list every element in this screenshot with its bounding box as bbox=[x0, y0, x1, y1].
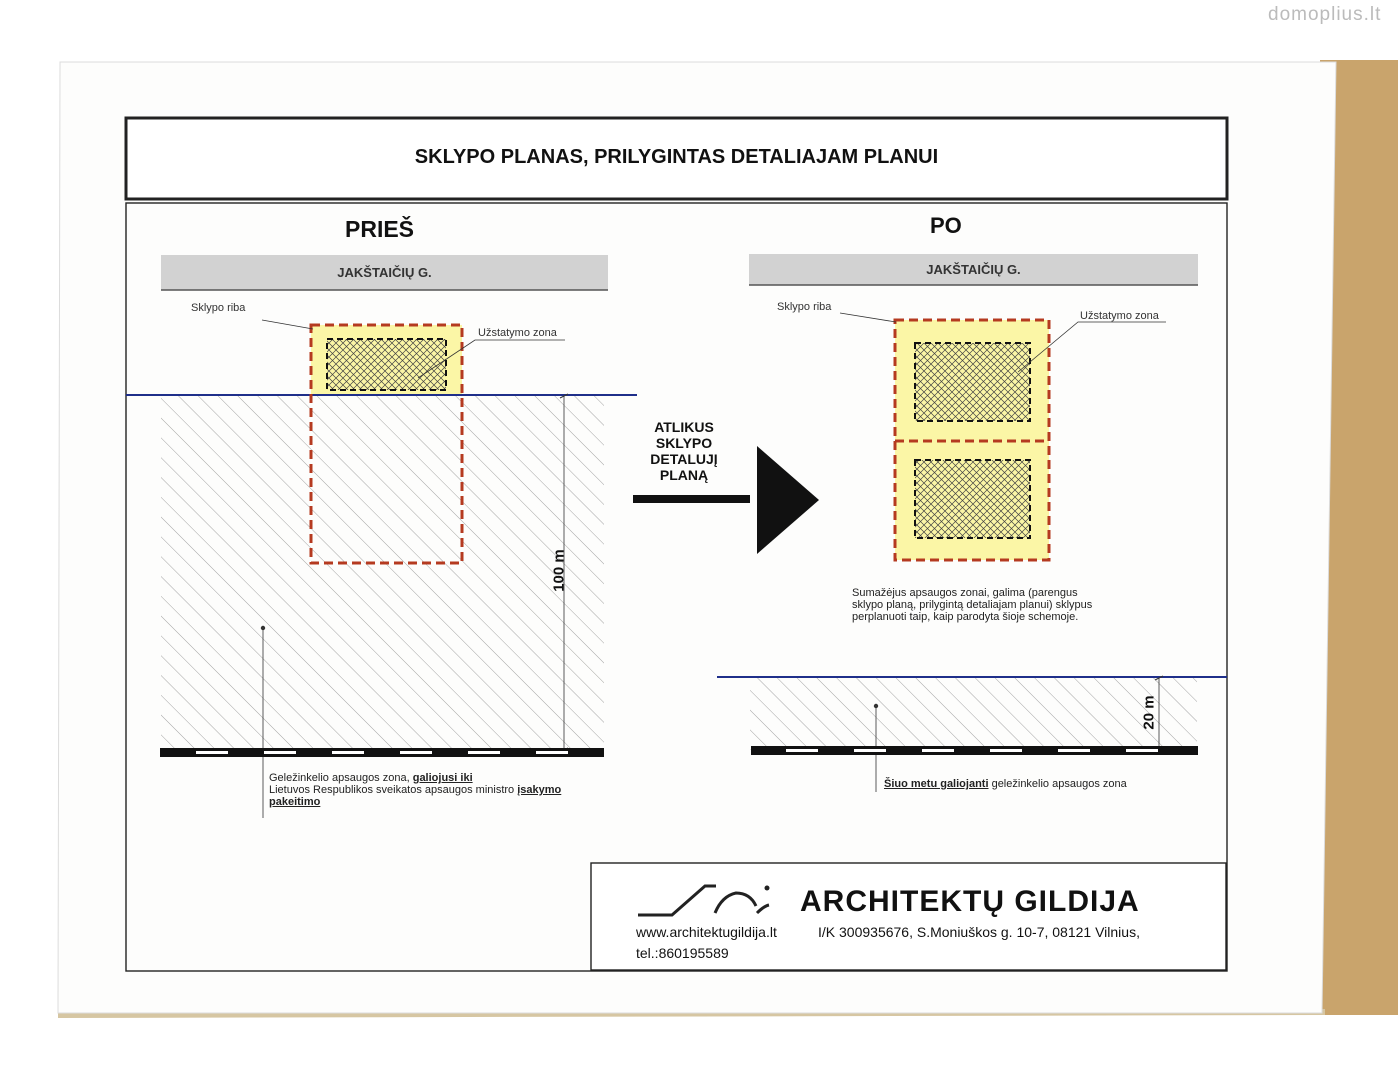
after-note bbox=[884, 778, 1127, 790]
arrow-text-line1: ATLIKUS bbox=[654, 419, 714, 435]
protection-zone-before bbox=[161, 396, 604, 750]
railway-tie bbox=[468, 751, 500, 754]
arrow-text-line2: SKLYPO bbox=[655, 435, 713, 451]
after-note-b: geležinkelio apsaugos zona bbox=[988, 778, 1127, 790]
company-info: I/K 300935676, S.Moniuškos g. 10-7, 08121 Vilnius, bbox=[818, 924, 1140, 940]
after-note-a: Šiuo metu galiojanti bbox=[884, 778, 989, 790]
railway-tie bbox=[332, 751, 364, 754]
railway-tie bbox=[536, 751, 568, 754]
before-note-line2a: Lietuvos Respublikos sveikatos apsaugos ministro bbox=[269, 784, 518, 796]
before-street: JAKŠTAIČIŲ G. bbox=[337, 265, 432, 280]
railway-tie bbox=[196, 751, 228, 754]
railway-tie bbox=[264, 751, 296, 754]
company-web: www.architektugildija.lt bbox=[636, 924, 777, 940]
arrow-text-line3: DETALUJĮ bbox=[650, 451, 718, 467]
after-heading: PO bbox=[930, 213, 962, 238]
railway-tie bbox=[854, 749, 886, 752]
after-distance: 20 m bbox=[1140, 695, 1158, 730]
page-title: SKLYPO PLANAS, PRILYGINTAS DETALIAJAM PLANUI bbox=[414, 146, 939, 168]
before-heading: PRIEŠ bbox=[345, 216, 415, 242]
before-note-line3: pakeitimo bbox=[269, 796, 321, 808]
after-plot-label: Sklypo riba bbox=[777, 301, 832, 313]
before-note-line2b: įsakymo bbox=[517, 784, 562, 796]
after-description bbox=[852, 587, 1092, 623]
railway-tie bbox=[922, 749, 954, 752]
after-desc-line1: Sumažėjus apsaugos zonai, galima (parengus bbox=[852, 587, 1078, 599]
company-phone: tel.:860195589 bbox=[636, 945, 729, 961]
build-zone-before bbox=[327, 339, 446, 390]
arrow-text-line4: PLANĄ bbox=[659, 467, 709, 483]
before-distance: 100 m bbox=[550, 549, 568, 592]
after-street: JAKŠTAIČIŲ G. bbox=[926, 262, 1021, 277]
wood-background-bottom bbox=[0, 1015, 1398, 1080]
after-desc-line3: perplanuoti taip, kaip parodyta šioje schemoje. bbox=[852, 611, 1079, 623]
after-desc-line2: sklypo planą, prilygintą detaliajam planui) sklypus bbox=[852, 599, 1093, 611]
before-note bbox=[269, 772, 561, 808]
company-name: ARCHITEKTŲ GILDIJA bbox=[800, 885, 1140, 918]
after-zone-label: Užstatymo zona bbox=[1080, 310, 1159, 322]
before-note-line1b: galiojusi iki bbox=[412, 772, 473, 784]
watermark: domoplius.lt bbox=[1268, 4, 1382, 25]
before-note-line1a: Geležinkelio apsaugos zona, bbox=[269, 772, 413, 784]
before-zone-label: Užstatymo zona bbox=[478, 327, 557, 339]
before-plot-label: Sklypo riba bbox=[191, 302, 246, 314]
railway-tie bbox=[786, 749, 818, 752]
protection-zone-after bbox=[750, 678, 1197, 750]
arrow-text bbox=[636, 419, 732, 483]
build-zone-after-1 bbox=[915, 343, 1030, 421]
railway-tie bbox=[400, 751, 432, 754]
railway-tie bbox=[1058, 749, 1090, 752]
railway-tie bbox=[1126, 749, 1158, 752]
build-zone-after-2 bbox=[915, 460, 1030, 538]
arrow-shaft bbox=[633, 495, 750, 503]
railway-tie bbox=[990, 749, 1022, 752]
